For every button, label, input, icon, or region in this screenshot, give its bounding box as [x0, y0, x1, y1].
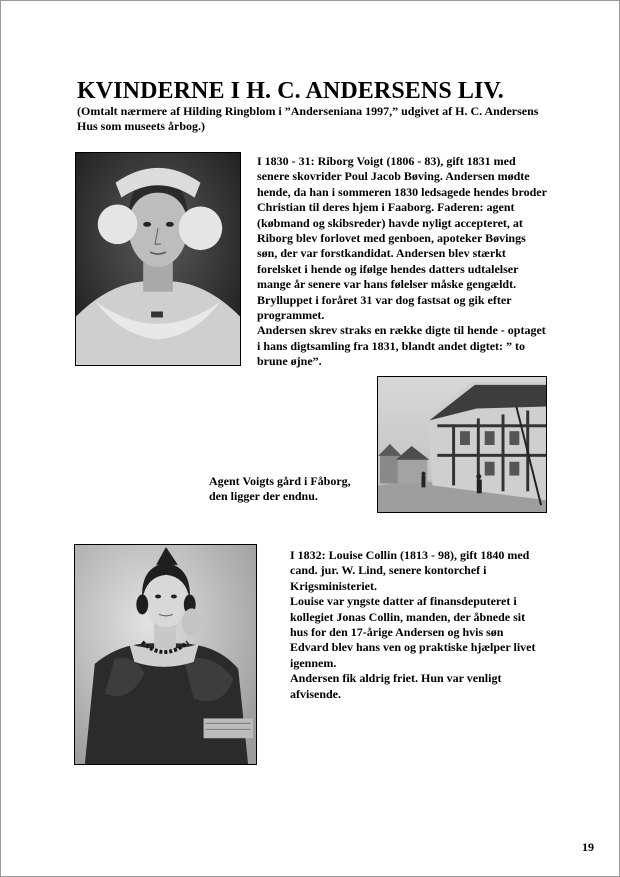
photo-voigt-house-faaborg: [377, 376, 547, 513]
section-riborg-voigt-text: [257, 154, 547, 370]
page-title: KVINDERNE I H. C. ANDERSENS LIV.: [77, 78, 504, 104]
portrait-riborg-voigt: [75, 152, 241, 366]
paragraph: Andersen fik aldrig friet. Hun var venligt afvisende.: [290, 671, 502, 701]
portrait-riborg-voigt-image: [76, 153, 240, 365]
caption-line: den ligger der endnu.: [209, 489, 318, 504]
street-photo-caption: [209, 474, 379, 505]
portrait-louise-collin-image: [75, 545, 256, 764]
paragraph: I 1830 - 31: Riborg Voigt (1806 - 83), gift 1831 med senere skovrider Poul Jacob Bøving. Andersen mødte hende, da han i sommeren 1830 ledsagede hendes broder Christian til deres hjem i Faaborg. Faderen: agent (købmand og skibsreder) havde nyligt accepteret, at Riborg blev forlovet med genboen, apoteker Bøvings søn, der var forstkandidat. Andersen blev stærkt forelsket i hende og ifølge hendes datters udtalelser mange år senere var hans følelser måske gengældt. Brylluppet i foråret 31 var dog fastsat og gik efter programmet.: [257, 154, 547, 323]
page-subtitle: (Omtalt nærmere af Hilding Ringblom i ”Anderseniana 1997,” udgivet af H. C. Andersens Hus som museets årbog.): [77, 104, 539, 133]
caption-line: Agent Voigts gård i Fåborg,: [209, 474, 351, 488]
section-louise-collin-text: [290, 548, 536, 702]
paragraph: I 1832: Louise Collin (1813 - 98), gift 1840 med cand. jur. W. Lind, senere kontorchef i Krigsministeriet.: [290, 548, 530, 593]
portrait-louise-collin: [74, 544, 257, 765]
paragraph: Andersen skrev straks en række digte til hende - optaget i hans digtsamling fra 1831, blandt andet digtet: ” to brune øjne”.: [257, 323, 546, 369]
paragraph: Louise var yngste datter af finansdeputeret i kollegiet Jonas Collin, manden, der åbnede sit hus for den 17-årige Andersen og hvis søn Edvard blev hans ven og praktiske hjælper livet igennem.: [290, 594, 536, 670]
page-number: 19: [582, 840, 594, 854]
street-photo-image: [378, 377, 546, 512]
